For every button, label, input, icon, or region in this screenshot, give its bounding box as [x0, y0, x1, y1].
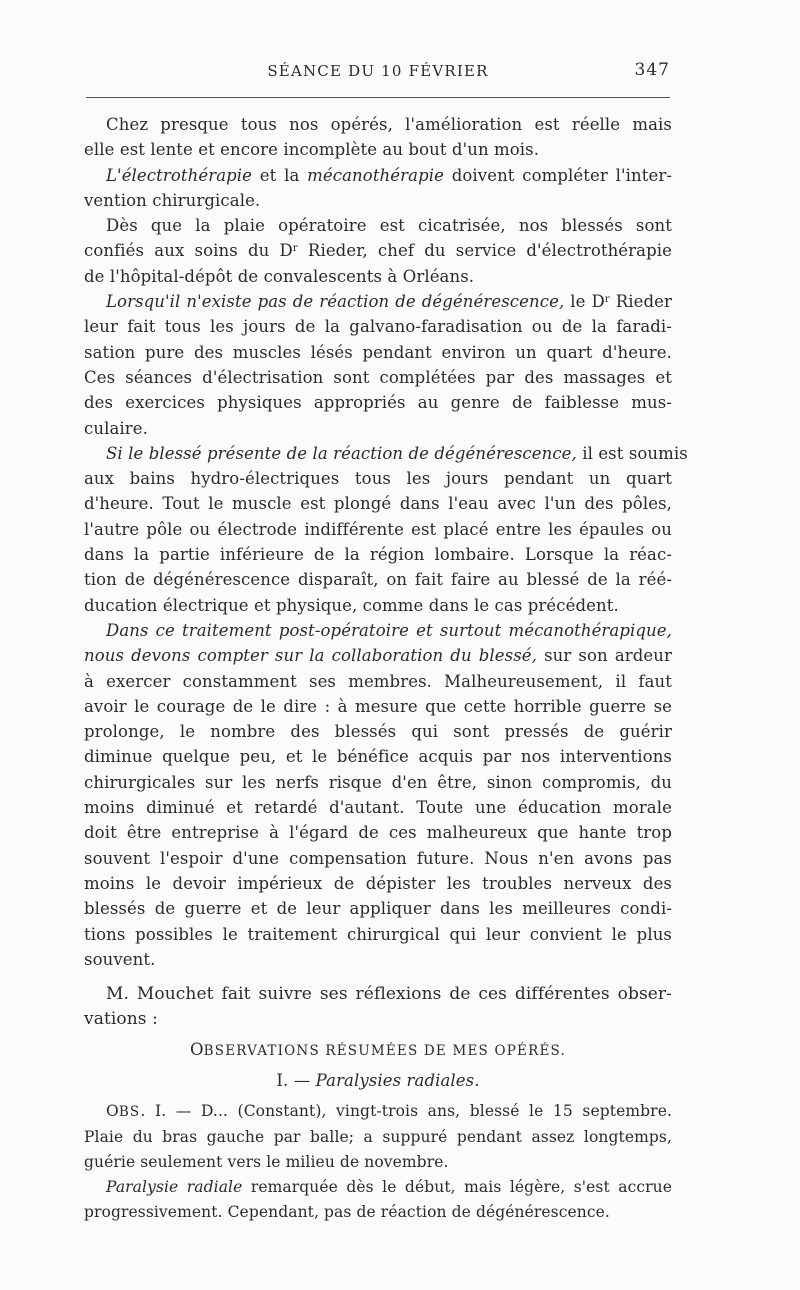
text-line: diminue quelque peu, et le bénéfice acquis par nos interventions [84, 747, 672, 767]
text-line [84, 1175, 672, 1200]
superscript: r [292, 243, 298, 255]
text-line: prolonge, le nombre des blessés qui sont pressés de guérir [84, 722, 672, 742]
text-line: Chez presque tous nos opérés, l'amélioration est réelle mais [106, 115, 672, 134]
paragraph-2 [84, 163, 672, 214]
text-line [84, 441, 688, 466]
text-line: sation pure des muscles lésés pendant environ un quart d'heure. [84, 342, 672, 362]
observation-2 [84, 1175, 672, 1226]
text-line: doit être entreprise à l'égard de ces malheureux que hante trop [84, 823, 672, 843]
text-span: il est soumis [576, 443, 688, 463]
paragraph-5 [84, 441, 688, 618]
text-line: ducation électrique et physique, comme dans le cas précédent. [84, 595, 619, 615]
section-heading [84, 1068, 672, 1093]
text-line: Dès que la plaie opératoire est cicatrisée, nos blessés sont [106, 216, 672, 236]
text-line [84, 238, 672, 263]
text-line: progressivement. Cependant, pas de réaction de dégénérescence. [84, 1203, 610, 1222]
italic-term: mécanothérapie [307, 165, 444, 185]
text-span: sur son ardeur [537, 646, 672, 666]
text-line [84, 643, 672, 668]
text-line: des exercices physiques appropriés au genre de faiblesse mus- [84, 393, 672, 413]
italic-phrase: Lorsqu'il n'existe pas de réaction de dégénérescence, [106, 292, 565, 312]
text-line: blessés de guerre et de leur appliquer dans les meilleures condi- [84, 899, 672, 919]
heading-rest: BSERVATIONS RÉSUMÉES DE MES OPÉRÉS. [203, 1042, 566, 1059]
text-line: tion de dégénérescence disparaît, on fait faire au blessé de la réé- [84, 570, 672, 590]
text-span: . I. — D... (Constant), vingt-trois ans, blessé le 15 septembre. [140, 1102, 672, 1121]
text-line: Plaie du bras gauche par balle; a suppuré pendant assez longtemps, [84, 1127, 672, 1146]
paragraph-7 [84, 982, 672, 1033]
spacer [84, 972, 672, 982]
text-span: le D [564, 292, 605, 312]
text-span: confiés aux soins du D [84, 241, 293, 261]
paragraph-6 [84, 618, 672, 972]
text-line: aux bains hydro-électriques tous les jours pendant un quart [84, 469, 672, 489]
text-line [84, 289, 672, 314]
paragraph-1 [84, 112, 672, 163]
text-line: tions possibles le traitement chirurgical qui leur convient le plus [84, 924, 672, 944]
text-line: de l'hôpital-dépôt de convalescents à Orléans. [84, 266, 475, 286]
running-header [86, 56, 670, 82]
section-number: I. — [276, 1070, 316, 1090]
text-line: vations : [84, 1009, 158, 1030]
italic-term: Paralysie radiale [106, 1178, 243, 1197]
text-line: elle est lente et encore incomplète au bout d'un mois. [84, 140, 540, 160]
text-line: leur fait tous les jours de la galvano-faradisation ou de la faradi- [84, 317, 672, 337]
obs-initial: O [106, 1102, 119, 1121]
text-line: M. Mouchet fait suivre ses réflexions de ces différentes obser- [106, 984, 672, 1005]
text-line: chirurgicales sur les nerfs risque d'en être, sinon compromis, du [84, 772, 672, 792]
page-body [84, 112, 688, 1226]
text-span: et la [252, 165, 308, 185]
text-line: souvent l'espoir d'une compensation future. Nous n'en avons pas [84, 848, 672, 868]
header-rule [86, 97, 670, 98]
text-line: à exercer constamment ses membres. Malheureusement, il faut [84, 671, 672, 691]
text-span: Rieder [609, 292, 673, 312]
text-line: moins le devoir impérieux de dépister les troubles nerveux des [84, 873, 672, 893]
text-line: culaire. [84, 418, 148, 438]
observation-1 [84, 1099, 672, 1175]
text-span: remarquée dès le début, mais légère, s'est accrue [242, 1178, 672, 1197]
text-line: l'autre pôle ou électrode indifférente est placé entre les épaules ou [84, 519, 672, 539]
text-line: d'heure. Tout le muscle est plongé dans l'eau avec l'un des pôles, [84, 494, 672, 514]
text-line: vention chirurgicale. [84, 190, 261, 210]
page-number: 347 [634, 60, 670, 80]
text-line: dans la partie inférieure de la région lombaire. Lorsque la réac- [84, 545, 672, 565]
text-span: doivent compléter l'inter- [443, 165, 672, 185]
text-line [84, 163, 672, 188]
text-line: souvent. [84, 949, 156, 969]
observations-heading [84, 1037, 672, 1062]
superscript: r [604, 294, 610, 306]
text-line: moins diminué et retardé d'autant. Toute une éducation morale [84, 798, 672, 818]
obs-smallcaps: BS [118, 1104, 141, 1121]
text-line [84, 618, 672, 643]
italic-term: L'électrothérapie [106, 165, 253, 185]
paragraph-3 [84, 213, 672, 289]
text-line [84, 1099, 672, 1124]
text-line: guérie seulement vers le milieu de novembre. [84, 1152, 449, 1171]
heading-initial: O [190, 1039, 204, 1059]
paragraph-4 [84, 289, 672, 441]
italic-phrase: Dans ce traitement post-opératoire et surtout mécanothérapique, [106, 620, 672, 640]
section-title: Paralysies radiales. [315, 1070, 480, 1090]
text-line: avoir le courage de le dire : à mesure que cette horrible guerre se [84, 696, 672, 716]
text-line: Ces séances d'électrisation sont complétées par des massages et [84, 367, 672, 387]
italic-phrase: nous devons compter sur la collaboration du blessé, [84, 646, 537, 666]
text-span: Rieder, chef du service d'électrothérapie [297, 241, 673, 261]
running-title: SÉANCE DU 10 FÉVRIER [267, 62, 489, 80]
italic-phrase: Si le blessé présente de la réaction de dégénérescence, [106, 443, 577, 463]
